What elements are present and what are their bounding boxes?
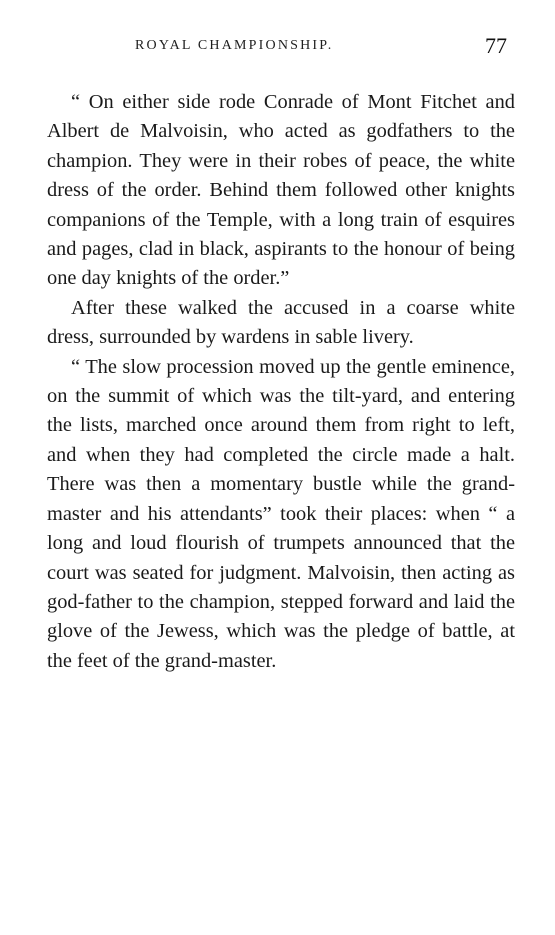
paragraph-procession: “ On either side rode Conrade of Mont Fitchet and Albert de Malvoisin, who acted as godfathers to the champion. They were in their robes of peace, the white dress of the order. Behind them followed other knights companions of the Temple, with a long train of esquires and pages, clad in black, aspirants to the honour of being one day knights of the order.” bbox=[47, 91, 515, 290]
page-number: 77 bbox=[485, 33, 507, 58]
paragraph-lists: “ The slow procession moved up the gentle eminence, on the summit of which was the tilt-yard, and entering the lists, marched once around them from right to left, and when they had completed the circle made a halt. There was then a momentary bustle while the grand-master and his attendants” took their places: when “ a long and loud flourish of trumpets announced that the court was seated for judgment. Malvoisin, then acting as god-father to the champion, stepped forward and laid the glove of the Jewess, which was the pledge of battle, at the feet of the grand-master. bbox=[47, 355, 515, 672]
body-text bbox=[47, 88, 515, 676]
page-header bbox=[47, 34, 515, 64]
paragraph-accused: After these walked the accused in a coarse white dress, surrounded by wardens in sable livery. bbox=[47, 296, 515, 349]
running-title: ROYAL CHAMPIONSHIP. bbox=[135, 38, 334, 53]
